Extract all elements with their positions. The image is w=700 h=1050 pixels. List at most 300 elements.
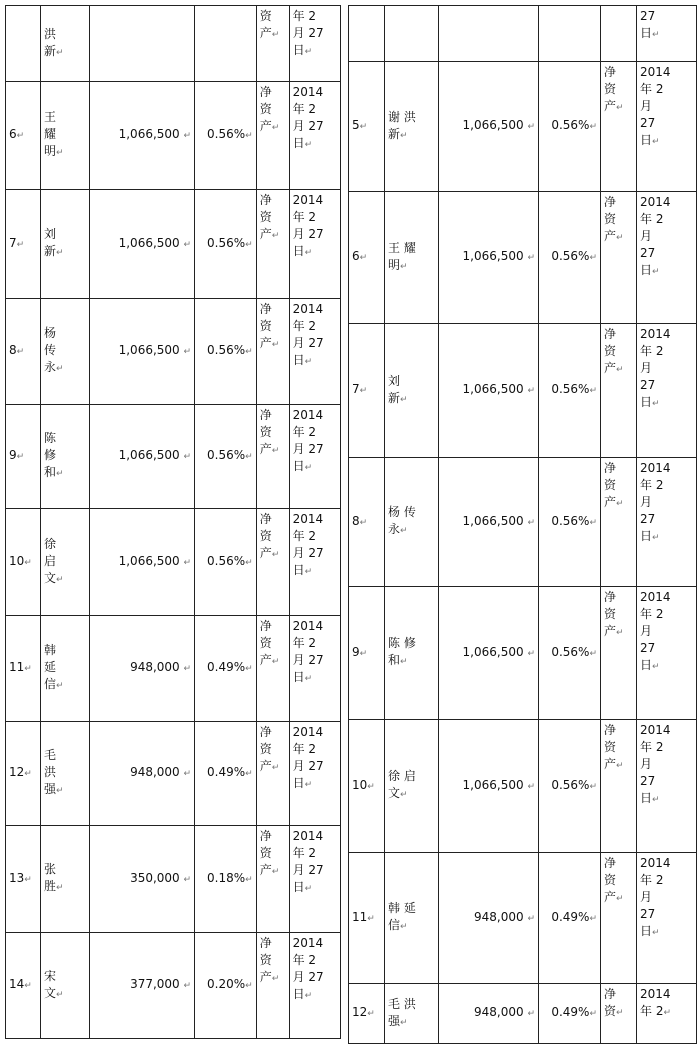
date-cell-text: 27	[640, 774, 656, 788]
name-cell	[385, 324, 439, 458]
percent-value: 0.56%	[207, 343, 246, 357]
paragraph-mark: ↵	[616, 628, 624, 638]
left-shareholder-table	[5, 5, 341, 1039]
table-row	[349, 324, 697, 458]
date-cell-line	[293, 724, 337, 741]
paragraph-mark: ↵	[271, 550, 280, 560]
type-cell-line	[260, 226, 286, 245]
percent-value: 0.56%	[207, 553, 246, 568]
date-cell	[637, 6, 697, 62]
paragraph-mark: ↵	[55, 248, 64, 258]
type-cell	[256, 82, 289, 190]
date-cell-text: 日	[292, 880, 305, 894]
name-cell-line	[388, 900, 435, 917]
type-cell-line	[604, 360, 633, 379]
paragraph-mark: ↵	[527, 648, 535, 659]
type-cell-text: 净	[259, 512, 272, 526]
table-row	[349, 62, 697, 192]
date-cell-line	[640, 923, 693, 942]
paragraph-mark: ↵	[304, 357, 313, 367]
type-cell-text: 净	[604, 461, 617, 475]
date-cell-text: 月 27	[292, 653, 324, 667]
date-cell-text: 月 27	[292, 863, 324, 877]
paragraph-mark: ↵	[652, 533, 660, 543]
paragraph-mark: ↵	[183, 452, 192, 462]
row-index-cell	[6, 190, 41, 299]
type-cell-text: 产	[604, 624, 617, 638]
type-cell	[256, 299, 289, 405]
amount-cell	[90, 6, 195, 82]
date-cell-line	[640, 889, 693, 906]
percent-value: 0.49%	[551, 909, 590, 924]
date-cell-line	[640, 8, 693, 25]
type-cell-line	[260, 209, 286, 226]
name-cell-text: 毛	[43, 748, 56, 762]
paragraph-mark: ↵	[183, 347, 192, 357]
name-cell-text: 新	[43, 43, 56, 58]
date-cell-text: 日	[640, 133, 653, 147]
name-cell-text: 韩	[43, 643, 56, 657]
paragraph-mark: ↵	[245, 874, 253, 885]
table-row	[6, 405, 341, 509]
date-cell-line	[640, 211, 693, 228]
type-cell-line	[604, 494, 633, 513]
date-cell-line	[293, 935, 337, 952]
type-cell-line	[260, 952, 286, 969]
type-cell-text: 资	[259, 319, 272, 333]
paragraph-mark: ↵	[527, 1009, 535, 1019]
date-cell-line	[293, 118, 337, 135]
date-cell-line	[293, 352, 337, 371]
paragraph-mark: ↵	[304, 884, 313, 894]
type-cell-text: 资	[604, 873, 617, 887]
right-shareholder-table	[348, 5, 697, 1044]
name-cell-line	[44, 570, 86, 589]
date-cell-text: 日	[640, 263, 653, 277]
percent-value: 0.56%	[551, 777, 590, 792]
paragraph-mark: ↵	[245, 239, 253, 250]
paragraph-mark: ↵	[24, 557, 32, 568]
type-cell	[256, 6, 289, 82]
date-cell-text: 2014	[292, 302, 324, 316]
name-cell	[40, 722, 89, 826]
date-cell-text: 2014	[292, 193, 324, 207]
name-cell-line	[44, 676, 86, 695]
type-cell-line	[260, 192, 286, 209]
paragraph-mark: ↵	[24, 769, 32, 779]
left-table-pane	[5, 5, 341, 1039]
amount-value: 1,066,500	[462, 382, 524, 396]
date-cell-text: 27	[640, 512, 656, 526]
amount-cell	[90, 826, 195, 933]
date-cell	[637, 587, 697, 720]
date-cell-line	[640, 872, 693, 889]
type-cell-text: 产	[604, 757, 617, 771]
row-index: 10	[352, 777, 368, 792]
name-cell-line	[388, 652, 435, 671]
date-cell-line	[640, 245, 693, 262]
type-cell-line	[604, 739, 633, 756]
name-cell-line	[44, 781, 86, 800]
name-cell-line	[44, 126, 86, 143]
type-cell-line	[604, 986, 633, 1003]
type-cell-line	[604, 1003, 633, 1022]
name-cell	[385, 720, 439, 853]
type-cell-text: 资	[604, 344, 617, 358]
date-cell-line	[640, 194, 693, 211]
name-cell-line	[44, 553, 86, 570]
date-cell-line	[640, 640, 693, 657]
row-index-cell	[6, 509, 41, 616]
row-index-cell	[349, 587, 385, 720]
name-cell-text: 宋	[43, 968, 56, 983]
name-cell-text: 杨 传	[388, 505, 416, 519]
date-cell-text: 2014	[640, 856, 671, 870]
name-cell-line	[388, 257, 435, 276]
type-cell-text: 产	[259, 26, 272, 40]
type-cell-line	[604, 211, 633, 228]
table-row	[6, 616, 341, 722]
paragraph-mark: ↵	[400, 922, 408, 932]
date-cell-text: 2014	[292, 936, 324, 950]
amount-cell	[90, 616, 195, 722]
name-cell-line	[44, 764, 86, 781]
type-cell	[601, 324, 637, 458]
type-cell-line	[604, 98, 633, 117]
type-cell-line	[604, 64, 633, 81]
amount-value: 350,000	[130, 870, 180, 885]
paragraph-mark: ↵	[55, 364, 64, 374]
amount-value: 1,066,500	[462, 513, 524, 528]
row-index: 7	[9, 235, 17, 250]
amount-value: 948,000	[130, 765, 180, 779]
row-index-cell	[349, 853, 385, 984]
type-cell-line	[604, 606, 633, 623]
table-row	[349, 458, 697, 587]
name-cell-text: 谢 洪	[388, 109, 416, 124]
amount-cell	[439, 324, 539, 458]
name-cell-line	[44, 861, 86, 878]
paragraph-mark: ↵	[55, 47, 64, 58]
percent-value: 0.56%	[551, 644, 590, 659]
name-cell-text: 毛 洪	[388, 996, 416, 1011]
name-cell	[385, 6, 439, 62]
date-cell-line	[293, 669, 337, 688]
amount-cell	[90, 405, 195, 509]
name-cell-line	[388, 373, 435, 390]
percent-cell	[539, 62, 601, 192]
date-cell-line	[293, 226, 337, 243]
amount-value: 1,066,500	[118, 553, 180, 568]
row-index-cell	[349, 458, 385, 587]
date-cell-text: 2014	[640, 461, 671, 475]
table-row	[349, 984, 697, 1044]
paragraph-mark: ↵	[271, 123, 280, 133]
date-cell	[289, 82, 340, 190]
date-cell-line	[640, 377, 693, 394]
type-cell-text: 资	[259, 102, 272, 116]
type-cell-line	[260, 635, 286, 652]
type-cell	[601, 192, 637, 324]
name-cell	[385, 853, 439, 984]
name-cell-line	[44, 447, 86, 464]
date-cell-text: 27	[640, 116, 656, 130]
row-index-cell	[6, 6, 41, 82]
paragraph-mark: ↵	[527, 122, 535, 132]
type-cell-line	[260, 545, 286, 564]
date-cell-line	[640, 511, 693, 528]
date-cell-line	[293, 879, 337, 898]
percent-value: 0.49%	[207, 765, 246, 779]
paragraph-mark: ↵	[589, 253, 597, 263]
date-cell-text: 2014	[292, 85, 324, 99]
paragraph-mark: ↵	[55, 989, 64, 1000]
paragraph-mark: ↵	[16, 239, 25, 250]
type-cell-text: 资	[604, 212, 617, 226]
name-cell-text: 启	[43, 553, 56, 568]
name-cell-line	[44, 342, 86, 359]
paragraph-mark: ↵	[304, 248, 313, 258]
paragraph-mark: ↵	[183, 664, 192, 674]
date-cell	[289, 933, 340, 1039]
type-cell	[601, 6, 637, 62]
date-cell-text: 年 2	[640, 740, 664, 754]
date-cell-text: 年 2	[292, 425, 317, 439]
date-cell-text: 年 2	[292, 210, 317, 224]
date-cell-text: 月	[640, 361, 653, 375]
percent-cell	[195, 82, 257, 190]
paragraph-mark: ↵	[527, 253, 535, 263]
type-cell-text: 产	[259, 546, 272, 560]
date-cell-line	[293, 407, 337, 424]
type-cell-text: 资	[259, 742, 272, 756]
paragraph-mark: ↵	[652, 30, 660, 40]
paragraph-mark: ↵	[652, 928, 660, 938]
paragraph-mark: ↵	[367, 913, 375, 924]
date-cell-line	[293, 335, 337, 352]
percent-value: 0.56%	[551, 118, 590, 132]
date-cell	[637, 62, 697, 192]
table-row	[6, 826, 341, 933]
paragraph-mark: ↵	[527, 517, 535, 528]
date-cell-text: 日	[640, 395, 653, 409]
row-index: 12	[352, 1005, 368, 1019]
type-cell-line	[260, 301, 286, 318]
type-cell-text: 产	[259, 653, 272, 667]
percent-cell	[195, 616, 257, 722]
name-cell	[40, 933, 89, 1039]
percent-value: 0.49%	[551, 1005, 590, 1019]
amount-value: 1,066,500	[462, 249, 524, 263]
paragraph-mark: ↵	[24, 664, 32, 674]
date-cell-text: 日	[292, 353, 305, 367]
paragraph-mark: ↵	[183, 557, 192, 568]
type-cell-line	[604, 872, 633, 889]
date-cell-line	[640, 855, 693, 872]
percent-cell	[539, 324, 601, 458]
paragraph-mark: ↵	[359, 386, 368, 396]
type-cell-text: 净	[604, 590, 617, 604]
paragraph-mark: ↵	[271, 30, 280, 40]
paragraph-mark: ↵	[400, 657, 408, 667]
date-cell-text: 年 2	[640, 607, 664, 621]
type-cell-line	[604, 81, 633, 98]
date-cell-line	[640, 657, 693, 676]
date-cell-text: 月	[640, 624, 653, 638]
type-cell	[256, 509, 289, 616]
paragraph-mark: ↵	[367, 781, 375, 792]
date-cell-line	[640, 906, 693, 923]
type-cell-line	[260, 652, 286, 671]
type-cell-line	[604, 589, 633, 606]
date-cell	[289, 722, 340, 826]
paragraph-mark: ↵	[245, 769, 253, 779]
name-cell-text: 文	[388, 786, 401, 800]
date-cell-text: 年 2	[292, 102, 317, 116]
name-cell-line	[44, 968, 86, 985]
name-cell-text: 徐	[43, 536, 56, 551]
percent-value: 0.49%	[207, 660, 246, 674]
name-cell-line	[388, 768, 435, 785]
name-cell-text: 杨	[43, 326, 56, 340]
paragraph-mark: ↵	[652, 795, 660, 805]
name-cell-text: 信	[388, 918, 401, 932]
type-cell-line	[260, 84, 286, 101]
amount-cell	[439, 458, 539, 587]
percent-value: 0.56%	[207, 235, 246, 250]
name-cell-line	[388, 390, 435, 409]
paragraph-mark: ↵	[589, 648, 597, 659]
type-cell-text: 资	[259, 636, 272, 650]
date-cell-line	[293, 758, 337, 775]
type-cell-text: 产	[259, 336, 272, 350]
type-cell-text: 产	[259, 759, 272, 773]
paragraph-mark: ↵	[527, 781, 535, 792]
name-cell	[385, 587, 439, 720]
paragraph-mark: ↵	[589, 122, 597, 132]
paragraph-mark: ↵	[589, 781, 597, 792]
type-cell-line	[604, 194, 633, 211]
type-cell-text: 净	[259, 619, 272, 633]
type-cell	[601, 458, 637, 587]
type-cell-text: 净	[259, 408, 272, 422]
type-cell-text: 资	[259, 529, 272, 543]
date-cell-line	[640, 986, 693, 1003]
date-cell-text: 月 27	[292, 26, 324, 40]
date-cell	[289, 190, 340, 299]
name-cell-text: 修	[43, 448, 56, 462]
date-cell-line	[640, 494, 693, 511]
name-cell-text: 永	[388, 522, 401, 536]
paragraph-mark: ↵	[271, 763, 280, 773]
date-cell-line	[640, 623, 693, 640]
name-cell-line	[388, 996, 435, 1013]
name-cell-line	[388, 1013, 435, 1032]
paragraph-mark: ↵	[55, 469, 64, 479]
date-cell	[637, 984, 697, 1044]
type-cell	[256, 933, 289, 1039]
type-cell-text: 资	[259, 425, 272, 439]
name-cell-line	[44, 536, 86, 553]
name-cell-line	[44, 430, 86, 447]
name-cell-line	[388, 504, 435, 521]
amount-value: 1,066,500	[118, 448, 180, 462]
date-cell-text: 2014	[640, 590, 671, 604]
date-cell-text: 月	[640, 495, 653, 509]
date-cell-text: 2014	[640, 987, 671, 1001]
amount-value: 948,000	[474, 1005, 524, 1019]
date-cell-text: 2014	[292, 829, 324, 843]
date-cell-text: 年 2	[292, 742, 317, 756]
date-cell-text: 2014	[640, 195, 671, 209]
paragraph-mark: ↵	[304, 463, 313, 473]
date-cell-text: 日	[292, 459, 305, 473]
date-cell-text: 27	[640, 246, 656, 260]
type-cell	[256, 826, 289, 933]
date-cell-text: 27	[640, 9, 656, 23]
date-cell	[637, 324, 697, 458]
paragraph-mark: ↵	[16, 131, 25, 141]
date-cell-line	[293, 441, 337, 458]
type-cell	[601, 587, 637, 720]
type-cell-line	[260, 828, 286, 845]
type-cell-line	[260, 318, 286, 335]
row-index: 6	[9, 127, 17, 141]
name-cell-text: 耀	[43, 127, 56, 141]
row-index-cell	[349, 62, 385, 192]
name-cell-text: 传	[43, 343, 56, 357]
table-row	[6, 6, 341, 82]
type-cell-line	[260, 935, 286, 952]
name-cell	[385, 192, 439, 324]
paragraph-mark: ↵	[271, 340, 280, 350]
type-cell-text: 产	[604, 890, 617, 904]
type-cell-line	[260, 441, 286, 460]
row-index-cell	[349, 192, 385, 324]
type-cell-text: 产	[604, 99, 617, 113]
paragraph-mark: ↵	[24, 874, 32, 885]
percent-cell	[195, 509, 257, 616]
paragraph-mark: ↵	[304, 140, 313, 150]
table-row	[6, 722, 341, 826]
date-cell-text: 日	[640, 791, 653, 805]
paragraph-mark: ↵	[616, 233, 624, 243]
name-cell-text: 洪	[43, 765, 56, 779]
type-cell-text: 产	[259, 119, 272, 133]
type-cell-text: 产	[604, 495, 617, 509]
type-cell	[256, 190, 289, 299]
name-cell-text: 新	[388, 390, 401, 405]
table-row	[349, 587, 697, 720]
paragraph-mark: ↵	[55, 786, 64, 796]
paragraph-mark: ↵	[304, 674, 313, 684]
name-cell-line	[44, 359, 86, 378]
type-cell-text: 资	[604, 82, 617, 96]
table-row	[6, 509, 341, 616]
name-cell	[40, 509, 89, 616]
date-cell-line	[293, 424, 337, 441]
date-cell-text: 2014	[292, 408, 324, 422]
row-index: 14	[9, 977, 25, 991]
amount-cell	[439, 853, 539, 984]
name-cell	[40, 405, 89, 509]
name-cell-line	[44, 325, 86, 342]
row-index-cell	[349, 324, 385, 458]
paragraph-mark: ↵	[271, 231, 280, 241]
paragraph-mark: ↵	[55, 883, 64, 893]
amount-cell	[90, 82, 195, 190]
paragraph-mark: ↵	[16, 452, 25, 462]
